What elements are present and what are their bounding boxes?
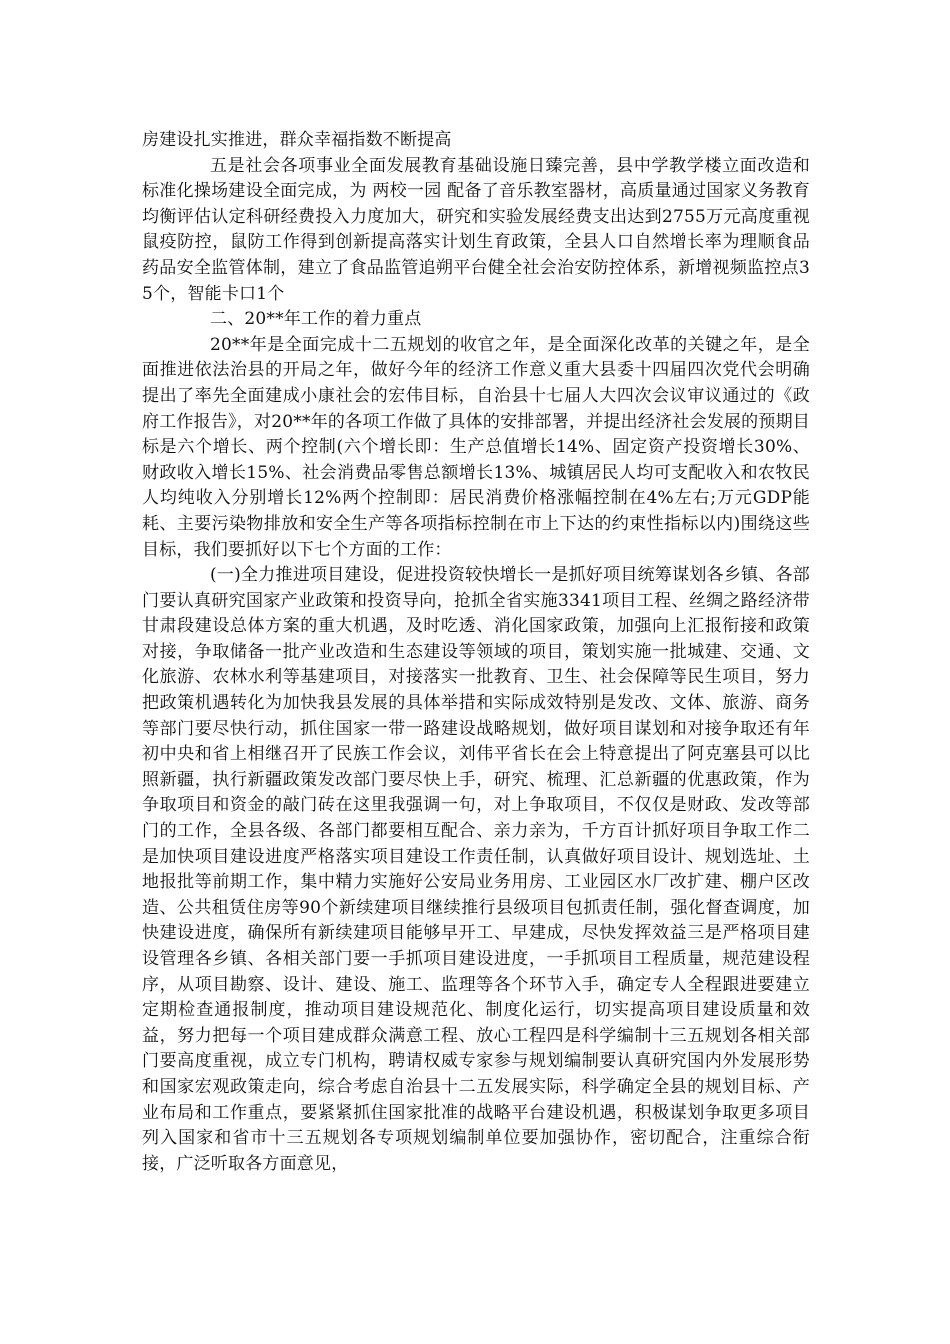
- document-page: [142, 128, 810, 1177]
- section-heading: 二、20**年工作的着力重点: [210, 309, 422, 330]
- paragraph-continuation: 房建设扎实推进，群众幸福指数不断提高: [142, 130, 452, 150]
- paragraph-annual-goals: 20**年是全面完成十二五规划的收官之年，是全面深化改革的关键之年，是全面推进依法治县的开局之年，做好今年的经济工作意义重大县委十四届四次党代会明确提出了率先全面建成小康社会的宏伟目标，自治县十七届人大四次会议审议通过的《政府工作报告》，对20**年的各项工作做了具体的安排部署，并提出经济社会发展的预期目标是六个增长、两个控制(六个增长即：生产总值增长14%、固定资产投资增长30%、财政收入增长15%、社会消费品零售总额增长13%、城镇居民人均可支配收入和农牧民人均纯收入分别增长12%两个控制即：居民消费价格涨幅控制在4%左右;万元GDP能耗、主要污染物排放和安全生产等各项指标控制在市上下达的约束性指标以内)围绕这些目标，我们要抓好以下七个方面的工作：: [142, 334, 810, 560]
- paragraph-social-development: 五是社会各项事业全面发展教育基础设施日臻完善，县中学教学楼立面改造和标准化操场建设全面完成，为 两校一园 配备了音乐教室器材，高质量通过国家义务教育均衡评估认定科研经费投入力度加大，研究和实验发展经费支出达到2755万元高度重视鼠疫防控，鼠防工作得到创新提高落实计划生育政策，全县人口自然增长率为理顺食品药品安全监管体制，建立了食品监管追朔平台健全社会治安防控体系，新增视频监控点35个，智能卡口1个: [142, 155, 810, 304]
- paragraph-project-construction: (一)全力推进项目建设，促进投资较快增长一是抓好项目统筹谋划各乡镇、各部门要认真研究国家产业政策和投资导向，抢抓全省实施3341项目工程、丝绸之路经济带甘肃段建设总体方案的重大机遇，及时吃透、消化国家政策，加强向上汇报衔接和政策对接，争取储备一批产业改造和生态建设等领域的项目，策划实施一批城建、交通、文化旅游、农林水利等基建项目，对接落实一批教育、卫生、社会保障等民生项目，努力把政策机遇转化为加快我县发展的具体举措和实际成效特别是发改、文体、旅游、商务等部门要尽快行动，抓住国家一带一路建设战略规划，做好项目谋划和对接争取还有年初中央和省上相继召开了民族工作会议，刘伟平省长在会上特意提出了阿克塞县可以比照新疆，执行新疆政策发改部门要尽快上手，研究、梳理、汇总新疆的优惠政策，作为争取项目和资金的敲门砖在这里我强调一句，对上争取项目，不仅仅是财政、发改等部门的工作，全县各级、各部门都要相互配合、亲力亲为，千方百计抓好项目争取工作二是加快项目建设进度严格落实项目建设工作责任制，认真做好项目设计、规划选址、土地报批等前期工作，集中精力实施好公安局业务用房、工业园区水厂改扩建、棚户区改造、公共租赁住房等90个新续建项目继续推行县级项目包抓责任制，强化督查调度，加快建设进度，确保所有新续建项目能够早开工、早建成，尽快发挥效益三是严格项目建设管理各乡镇、各相关部门要一手抓项目建设进度，一手抓项目工程质量，规范建设程序，从项目勘察、设计、建设、施工、监理等各个环节入手，确定专人全程跟进要建立定期检查通报制度，推动项目建设规范化、制度化运行，切实提高项目建设质量和效益，努力把每一个项目建成群众满意工程、放心工程四是科学编制十三五规划各相关部门要高度重视，成立专门机构，聘请权威专家参与规划编制要认真研究国内外发展形势和国家宏观政策走向，综合考虑自治县十二五发展实际，科学确定全县的规划目标、产业布局和工作重点，要紧紧抓住国家批准的战略平台建设机遇，积极谋划争取更多项目列入国家和省市十三五规划各专项规划编制单位要加强协作，密切配合，注重综合衔接，广泛听取各方面意见，: [142, 565, 810, 1174]
